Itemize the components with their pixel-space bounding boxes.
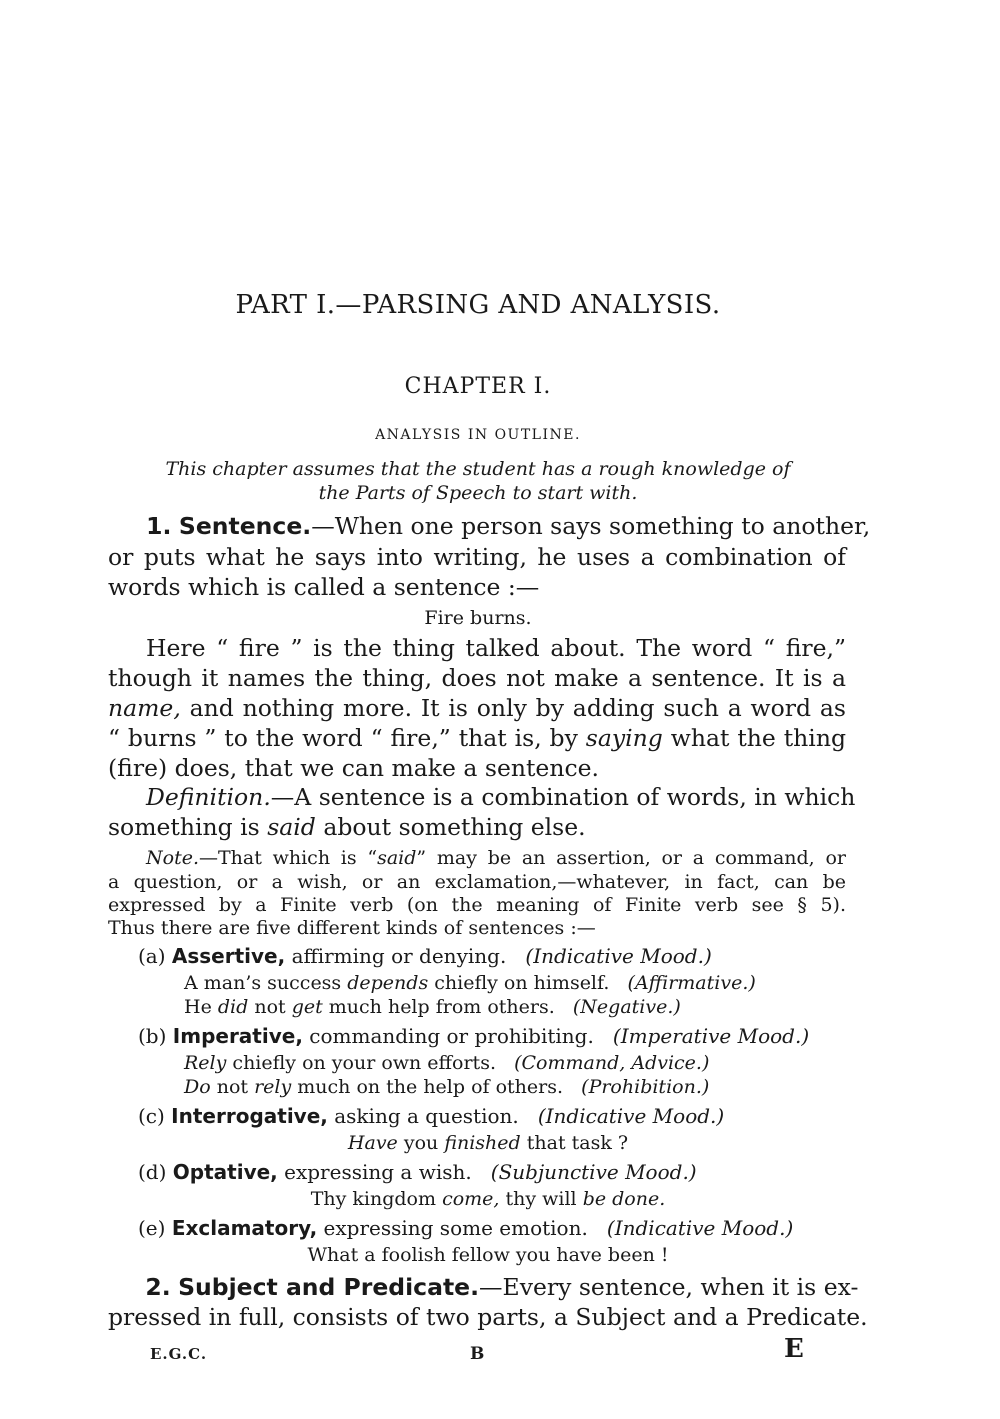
preface-line-1: This chapter assumes that the student has a rough knowledge of: [165, 458, 791, 480]
note-line-3: expressed by a Finite verb (on the meaning of Finite verb see § 5).: [108, 894, 846, 916]
kind-a-example-2: He did not get much help from others. (Negative.): [184, 996, 681, 1018]
footer-signature-mark: B: [470, 1344, 486, 1364]
kind-b-example-2: Do not rely much on the help of others. (Prohibition.): [184, 1076, 710, 1098]
definition-line-1: Definition.—A sentence is a combination of words, in which: [146, 783, 856, 811]
para2-line-4: “ burns ” to the word “ fire,” that is, by saying what the thing: [108, 724, 846, 752]
chapter-subtitle: ANALYSIS IN OUTLINE.: [375, 427, 581, 443]
section-number: 1.: [146, 512, 172, 540]
kind-d: (d) Optative, expressing a wish. (Subjunctive Mood.): [138, 1160, 697, 1184]
section-1-line-2: or puts what he says into writing, he uses a combination of: [108, 543, 846, 571]
section-heading: Sentence.: [178, 512, 312, 540]
example-sentence: Fire burns.: [424, 607, 532, 629]
para2-line-2: though it names the thing, does not make a sentence. It is a: [108, 664, 846, 692]
preface-line-2: the Parts of Speech to start with.: [318, 482, 638, 504]
kind-a-example-1: A man’s success depends chiefly on himself. (Affirmative.): [184, 972, 756, 994]
kind-c: (c) Interrogative, asking a question. (Indicative Mood.): [138, 1104, 725, 1128]
section-2-heading: Subject and Predicate.: [178, 1273, 480, 1301]
section-1-line-1: 1. Sentence.—When one person says something to another,: [146, 512, 871, 540]
kind-e: (e) Exclamatory, expressing some emotion. (Indicative Mood.): [138, 1216, 794, 1240]
para2-line-5: (fire) does, that we can make a sentence.: [108, 754, 600, 782]
kind-e-example: What a foolish fellow you have been !: [307, 1244, 669, 1266]
kind-d-example: Thy kingdom come, thy will be done.: [310, 1188, 666, 1210]
section-2-line-1: 2. Subject and Predicate.—Every sentence, when it is ex-: [145, 1273, 859, 1301]
section-2-line-2: pressed in full, consists of two parts, a Subject and a Predicate.: [108, 1303, 868, 1331]
definition-line-2: something is said about something else.: [108, 813, 586, 841]
chapter-title: CHAPTER I.: [404, 374, 552, 399]
footer-signature-left: E.G.C.: [150, 1345, 208, 1363]
note-line-2: a question, or a wish, or an exclamation,—whatever, in fact, can be: [108, 871, 846, 893]
section-2-number: 2.: [145, 1273, 171, 1301]
kind-c-example: Have you finished that task ?: [347, 1132, 629, 1154]
kind-b: (b) Imperative, commanding or prohibiting. (Imperative Mood.): [138, 1024, 810, 1048]
footer-signature-right: E: [784, 1334, 804, 1364]
para2-line-1: Here “ fire ” is the thing talked about. The word “ fire,”: [146, 634, 846, 662]
kind-b-example-1: Rely chiefly on your own efforts. (Command, Advice.): [184, 1052, 710, 1074]
note-line-1: Note.—That which is “said” may be an assertion, or a command, or: [146, 847, 846, 869]
para2-line-3: name, and nothing more. It is only by adding such a word as: [108, 694, 846, 722]
note-line-4: Thus there are five different kinds of sentences :—: [108, 917, 596, 939]
section-1-line-3: words which is called a sentence :—: [108, 573, 540, 601]
kind-a: (a) Assertive, affirming or denying. (Indicative Mood.): [138, 944, 712, 968]
part-title: PART I.—PARSING AND ANALYSIS.: [235, 290, 721, 320]
